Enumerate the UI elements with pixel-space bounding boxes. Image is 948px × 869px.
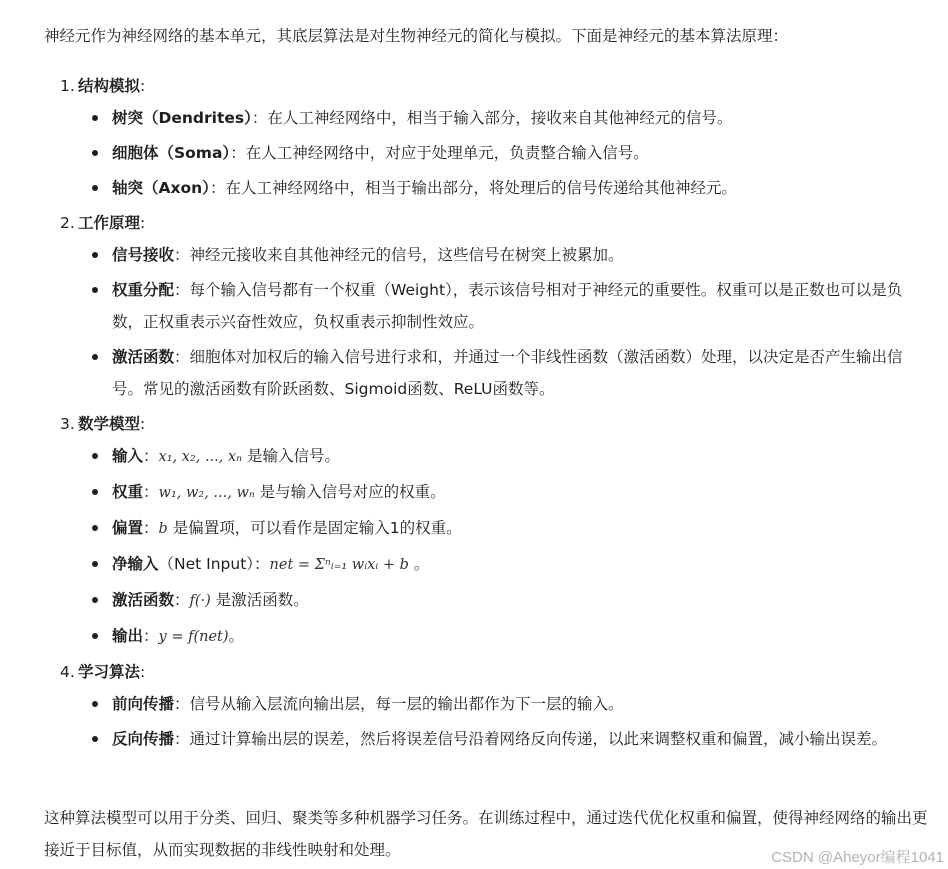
section-title: 学习算法 [78, 663, 141, 681]
item-text: 在人工神经网络中，对应于处理单元，负责整合输入信号。 [245, 144, 649, 162]
item-text: 是激活函数。 [210, 591, 309, 609]
math-formula: b [158, 521, 168, 537]
list-item [112, 172, 930, 204]
item-text: 是输入信号。 [242, 447, 340, 465]
item-label: 输入 [112, 447, 144, 465]
item-label: 偏置 [112, 519, 144, 537]
section-learning: 4. 学习算法: 前向传播：信号从输入层流向输出层，每一层的输出都作为下一层的输入。 反向传播：通过计算输出层的误差，然后将误差信号沿着网络反向传递，以此来调整权重和偏置，减小输出误差。 [44, 656, 930, 755]
section-title: 结构模拟 [78, 77, 141, 95]
item-label: 激活函数 [112, 591, 175, 609]
bullet-icon [92, 150, 98, 156]
list-item [112, 274, 930, 338]
item-text: 通过计算输出层的误差，然后将误差信号沿着网络反向传递，以此来调整权重和偏置，减小输出误差。 [189, 730, 888, 748]
item-label: 权重分配 [112, 281, 175, 299]
item-label: 细胞体（Soma） [112, 144, 231, 162]
list-item [112, 584, 930, 617]
math-formula: net = Σⁿᵢ₌₁ wᵢxᵢ + b [269, 557, 409, 573]
list-item [112, 723, 930, 755]
section-number: 4. [60, 663, 75, 681]
math-formula: x₁, x₂, ..., xₙ [158, 449, 243, 465]
item-separator: ： [174, 246, 190, 264]
list-item [112, 688, 930, 720]
section-number: 1. [60, 77, 75, 95]
item-label: 信号接收 [112, 246, 175, 264]
item-separator: ： [174, 730, 190, 748]
bullet-icon [92, 489, 98, 495]
item-list [44, 688, 930, 755]
bullet-icon [92, 453, 98, 459]
item-text: 在人工神经网络中，相当于输入部分，接收来自其他神经元的信号。 [267, 109, 733, 127]
item-label: 轴突（Axon） [112, 179, 210, 197]
bullet-icon [92, 525, 98, 531]
item-separator: ： [174, 281, 190, 299]
intro-paragraph: 神经元作为神经网络的基本单元，其底层算法是对生物神经元的简化与模拟。下面是神经元的基本算法原理： [44, 27, 789, 45]
section-math-model: 3. 数学模型: 输入：x₁, x₂, ..., xₙ 是输入信号。 权重：w₁, w₂, ..., wₙ 是与输入信号对应的权重。 偏置：b 是偏置项，可以看作是固定输入1的权重。 净输入（Net Input）：net = Σⁿᵢ₌₁ wᵢxᵢ + b 。 激活函数：f(·) 是激活函数。 输出：y = f(net)。 [44, 408, 930, 653]
item-label: 激活函数 [112, 348, 175, 366]
item-list [44, 102, 930, 204]
bullet-icon [92, 736, 98, 742]
section-title: 工作原理 [78, 214, 141, 232]
item-separator: ： [209, 179, 226, 197]
item-separator: ： [143, 447, 159, 465]
bullet-icon [92, 287, 98, 293]
item-label: 权重 [112, 483, 144, 501]
outro-paragraph: 这种算法模型可以用于分类、回归、聚类等多种机器学习任务。在训练过程中，通过迭代优化权重和偏置，使得神经网络的输出更接近于目标值，从而实现数据的非线性映射和处理。 [44, 809, 928, 859]
bullet-icon [92, 633, 98, 639]
watermark: CSDN @Aheyor编程1041 [771, 849, 944, 866]
item-label: 树突（Dendrites） [112, 109, 252, 127]
item-text: 。 [228, 627, 245, 645]
item-text: 是与输入信号对应的权重。 [254, 483, 446, 501]
bullet-icon [92, 252, 98, 258]
bullet-icon [92, 597, 98, 603]
item-label: 反向传播 [112, 730, 175, 748]
section-structure: 1. 结构模拟: 树突（Dendrites）：在人工神经网络中，相当于输入部分，接收来自其他神经元的信号。 细胞体（Soma）：在人工神经网络中，对应于处理单元，负责整合输入信号。 轴突（Axon）：在人工神经网络中，相当于输出部分，将处理后的信号传递给其他神经元。 [44, 70, 930, 204]
bullet-icon [92, 115, 98, 121]
section-number: 2. [60, 214, 75, 232]
list-item [112, 137, 930, 169]
section-number: 3. [60, 415, 75, 433]
item-text: 神经元接收来自其他神经元的信号，这些信号在树突上被累加。 [189, 246, 624, 264]
list-item [112, 440, 930, 473]
math-formula: y = f(net) [158, 629, 229, 645]
item-separator: ： [143, 483, 159, 501]
item-separator: ： [174, 695, 190, 713]
section-list [44, 70, 930, 758]
item-text: 每个输入信号都有一个权重（Weight），表示该信号相对于神经元的重要性。权重可以是正数也可以是负数，正权重表示兴奋性效应，负权重表示抑制性效应。 [112, 281, 903, 331]
item-separator: ： [230, 144, 246, 162]
list-item [112, 102, 930, 134]
item-separator: ： [174, 591, 190, 609]
item-text: 信号从输入层流向输出层，每一层的输出都作为下一层的输入。 [189, 695, 624, 713]
item-separator: ： [174, 348, 190, 366]
section-title: 数学模型 [78, 415, 141, 433]
item-list [44, 239, 930, 405]
item-separator: （Net Input）： [158, 555, 270, 573]
item-text: 细胞体对加权后的输入信号进行求和，并通过一个非线性函数（激活函数）处理，以决定是否产生输出信号。常见的激活函数有阶跃函数、Sigmoid函数、ReLU函数等。 [112, 348, 903, 398]
bullet-icon [92, 561, 98, 567]
item-text: 。 [408, 555, 430, 573]
bullet-icon [92, 185, 98, 191]
list-item [112, 239, 930, 271]
list-item [112, 341, 930, 405]
list-item [112, 476, 930, 509]
item-text: 是偏置项，可以看作是固定输入1的权重。 [167, 519, 462, 537]
item-text: 在人工神经网络中，相当于输出部分，将处理后的信号传递给其他神经元。 [225, 179, 737, 197]
section-principle: 2. 工作原理: 信号接收：神经元接收来自其他神经元的信号，这些信号在树突上被累加。 权重分配：每个输入信号都有一个权重（Weight），表示该信号相对于神经元的重要性。权重可以是正数也可以是负数，正权重表示兴奋性效应，负权重表示抑制性效应。 激活函数：细胞体对加权后的输入信号进行求和，并通过一个非线性函数（激活函数）处理，以决定是否产生输出信号。常见的激活函数有阶跃函数、Sigmoid函数、ReLU函数等。 [44, 207, 930, 405]
item-separator: ： [143, 519, 159, 537]
item-list [44, 440, 930, 653]
item-label: 净输入 [112, 555, 159, 573]
math-formula: f(·) [189, 593, 211, 609]
list-item [112, 620, 930, 653]
item-separator: ： [251, 109, 268, 127]
list-item [112, 548, 930, 581]
list-item [112, 512, 930, 545]
math-formula: w₁, w₂, ..., wₙ [158, 485, 255, 501]
item-separator: ： [143, 627, 159, 645]
bullet-icon [92, 354, 98, 360]
item-label: 输出 [112, 627, 144, 645]
bullet-icon [92, 701, 98, 707]
item-label: 前向传播 [112, 695, 175, 713]
